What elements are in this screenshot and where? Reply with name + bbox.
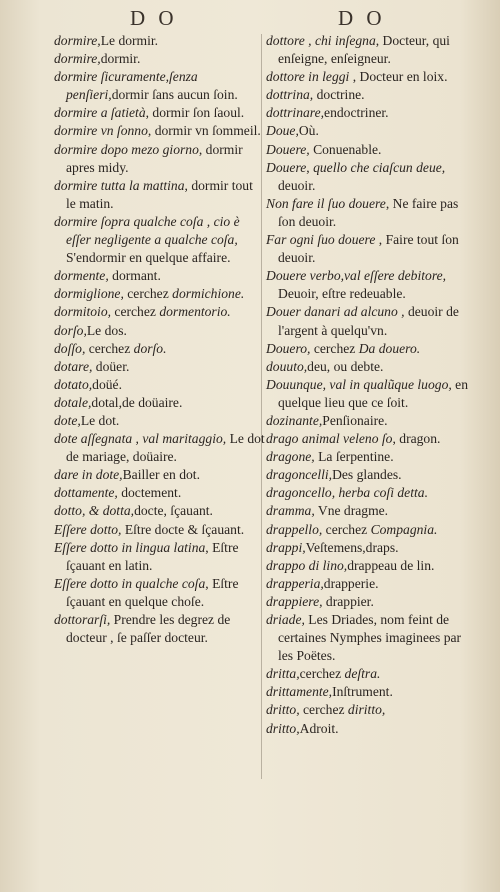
entry-gloss: Inſtrument. bbox=[332, 684, 393, 700]
entry-headword: drappi, bbox=[266, 539, 306, 555]
dictionary-entry bbox=[266, 665, 476, 683]
dictionary-entry bbox=[266, 267, 476, 303]
entry-gloss: Le dos. bbox=[86, 322, 127, 338]
entry-gloss: Conuenable. bbox=[309, 141, 382, 157]
entry-gloss: dormir. bbox=[100, 51, 141, 67]
entry-headword: drago animal veleno ſo bbox=[266, 431, 393, 447]
entry-headword: dormire ſicuramente,ſenza penſieri, bbox=[54, 69, 198, 103]
entry-gloss: Vne dragme. bbox=[314, 503, 389, 519]
entry-gloss: Veſtemens,draps. bbox=[305, 539, 399, 555]
dictionary-entry bbox=[266, 122, 476, 140]
entry-gloss: doüer. bbox=[92, 358, 130, 374]
entry-gloss: cerchez bbox=[85, 340, 134, 356]
dictionary-entry bbox=[266, 593, 476, 611]
entry-gloss: , dragon. bbox=[392, 431, 441, 447]
entry-headword: Eſſere dotto in lingua latina bbox=[54, 539, 206, 555]
entry-headword: dormitoio, bbox=[54, 304, 112, 320]
entry-headword: dozinante, bbox=[266, 412, 323, 428]
entry-headword: Eſſere dotto in qualche coſa bbox=[54, 575, 206, 591]
entry-gloss: cerchez bbox=[310, 340, 359, 356]
dictionary-entry bbox=[266, 231, 476, 267]
entry-cross-reference: deſtra. bbox=[344, 666, 381, 682]
entry-headword: Douere, bbox=[266, 141, 310, 157]
entry-gloss: , Docteur en loix. bbox=[349, 69, 448, 85]
entry-headword: driade, bbox=[266, 612, 305, 627]
entry-gloss: deuoir. bbox=[278, 177, 316, 193]
entry-gloss: cerchez bbox=[299, 702, 348, 718]
dictionary-entry bbox=[54, 141, 266, 177]
dictionary-entry bbox=[54, 575, 266, 611]
dictionary-entry bbox=[54, 322, 266, 340]
entry-headword: dottore in leggi bbox=[266, 69, 350, 85]
entry-gloss: Bailler en dot. bbox=[122, 467, 200, 483]
dictionary-entry bbox=[266, 484, 476, 502]
entry-gloss: , dormir ſon ſaoul. bbox=[145, 105, 245, 121]
dictionary-entry bbox=[266, 575, 476, 593]
entry-gloss: Deuoir, eſtre redeuable. bbox=[278, 286, 406, 302]
entry-gloss: , Ne faire pas ſon deuoir. bbox=[278, 195, 459, 229]
dictionary-entry bbox=[54, 267, 266, 285]
dictionary-entry bbox=[54, 340, 266, 358]
entry-gloss: drapperie. bbox=[323, 575, 379, 591]
entry-headword: Douer danari ad alcuno , bbox=[266, 304, 405, 320]
entry-cross-reference: quello che ciaſcun deue, bbox=[313, 159, 446, 175]
entry-headword: dormire ſopra qualche coſa , cio è eſſer negligente a qualche coſa, bbox=[54, 213, 240, 248]
dictionary-entry bbox=[54, 611, 266, 647]
entry-gloss: doctement. bbox=[117, 485, 182, 501]
dictionary-entry bbox=[266, 701, 476, 719]
entry-gloss: dormir ſans aucun ſoin. bbox=[111, 87, 238, 103]
entry-gloss: dotal,de doüaire. bbox=[91, 394, 183, 410]
right-column bbox=[266, 32, 476, 738]
entry-gloss: La ſerpentine. bbox=[314, 449, 394, 465]
entry-headword: dritto, bbox=[266, 720, 300, 736]
dictionary-entry bbox=[266, 683, 476, 701]
entry-gloss: Penſionaire. bbox=[322, 412, 388, 428]
dictionary-entry bbox=[266, 720, 476, 738]
entry-headword: dramma, bbox=[266, 503, 315, 519]
entry-gloss: doctrine. bbox=[313, 87, 365, 103]
entry-headword: dote aſſegnata , val maritaggio, bbox=[54, 431, 227, 447]
dictionary-entry bbox=[266, 340, 476, 358]
entry-headword: Douero, bbox=[266, 340, 311, 356]
entry-headword: dottore , chi inſegna bbox=[266, 33, 376, 48]
entry-gloss: Prendre les degrez de docteur , ſe paſſer docteur. bbox=[66, 612, 231, 646]
entry-headword: dragoncello, herba coſi detta. bbox=[266, 485, 428, 501]
dictionary-entry bbox=[266, 141, 476, 159]
dictionary-entry bbox=[266, 557, 476, 575]
dictionary-entry bbox=[54, 376, 266, 394]
entry-headword: drapperia, bbox=[266, 575, 324, 591]
entry-headword: dritta, bbox=[266, 666, 300, 682]
entry-headword: doſſo, bbox=[54, 340, 86, 356]
entry-gloss: Les Driades, nom feint de certaines Nymphes imaginees par les Poëtes. bbox=[278, 612, 462, 664]
dictionary-entry bbox=[266, 303, 476, 339]
entry-gloss: endoctriner. bbox=[324, 105, 389, 121]
entry-gloss: Où. bbox=[298, 123, 319, 139]
entry-headword: dottorarſi, bbox=[54, 612, 111, 627]
entry-headword: dottrinare, bbox=[266, 105, 325, 121]
entry-gloss: drappier. bbox=[322, 593, 374, 609]
entry-gloss: docte, ſçauant. bbox=[134, 503, 213, 519]
dictionary-entry bbox=[54, 285, 266, 303]
entry-headword: dormire, bbox=[54, 33, 101, 48]
dictionary-entry bbox=[54, 484, 266, 502]
entry-headword: Far ogni ſuo douere bbox=[266, 232, 376, 248]
dictionary-entry bbox=[54, 394, 266, 412]
entry-cross-reference: dorſo. bbox=[133, 340, 167, 356]
entry-headword: Non fare il ſuo douere bbox=[266, 195, 386, 211]
entry-headword: Douere verbo,val eſſere debitore, bbox=[266, 268, 447, 284]
dictionary-entry bbox=[54, 104, 266, 122]
entry-headword: douuto, bbox=[266, 358, 308, 374]
entry-headword: dormente, bbox=[54, 268, 109, 284]
entry-headword: dotale, bbox=[54, 394, 92, 410]
dictionary-entry bbox=[54, 303, 266, 321]
entry-headword: dotato, bbox=[54, 376, 93, 392]
dictionary-entry bbox=[54, 430, 266, 466]
dictionary-entry bbox=[54, 502, 266, 520]
entry-gloss: S'endormir en quelque affaire. bbox=[66, 250, 231, 266]
entry-gloss: Le dot de mariage, doüaire. bbox=[66, 431, 265, 465]
entry-headword: dormire vn ſonno bbox=[54, 123, 148, 139]
dictionary-entry bbox=[266, 611, 476, 665]
dictionary-entry bbox=[54, 177, 266, 213]
dictionary-entry bbox=[266, 430, 476, 448]
entry-headword: dormire, bbox=[54, 51, 101, 67]
running-header bbox=[0, 6, 500, 32]
entry-gloss: , dormir apres midy. bbox=[66, 141, 243, 175]
entry-gloss: Le dot. bbox=[80, 412, 120, 428]
entry-headword: Douunque, val in qualũque luogo, bbox=[266, 376, 452, 392]
header-right: D O bbox=[338, 6, 386, 30]
entry-headword: Doue, bbox=[266, 123, 299, 139]
entry-gloss: cerchez bbox=[322, 521, 371, 537]
dictionary-entry bbox=[54, 50, 266, 68]
entry-headword: dormiglione, bbox=[54, 286, 124, 302]
entry-headword: dormire dopo mezo giorno bbox=[54, 141, 199, 157]
entry-headword: Eſſere dotto, bbox=[54, 521, 122, 537]
dictionary-entry bbox=[54, 32, 266, 50]
entry-gloss: deuoir de l'argent à quelqu'vn. bbox=[278, 304, 459, 338]
entry-gloss: cerchez bbox=[299, 666, 345, 682]
dictionary-entry bbox=[266, 539, 476, 557]
dictionary-entry bbox=[54, 358, 266, 376]
dictionary-entry bbox=[266, 32, 476, 68]
entry-headword: drappo di lino, bbox=[266, 557, 348, 573]
entry-gloss: dormant. bbox=[108, 268, 161, 284]
entry-headword: dotto, & dotta, bbox=[54, 503, 135, 519]
entry-gloss: cerchez bbox=[111, 304, 160, 320]
entry-gloss: Adroit. bbox=[299, 720, 339, 736]
entry-gloss: , Docteur, qui enſeigne, enſeigneur. bbox=[278, 33, 450, 67]
header-left: D O bbox=[130, 6, 178, 30]
entry-headword: drappello, bbox=[266, 521, 323, 537]
entry-gloss: , Faire tout ſon deuoir. bbox=[278, 232, 459, 266]
entry-headword: dormire a ſatietà bbox=[54, 105, 146, 121]
dictionary-entry bbox=[266, 68, 476, 86]
entry-gloss: , dormir vn ſommeil. bbox=[147, 123, 261, 139]
dictionary-entry bbox=[54, 213, 266, 267]
entry-gloss: , Eſtre ſçauant en quelque choſe. bbox=[66, 575, 239, 609]
dictionary-entry bbox=[266, 159, 476, 195]
entry-headword: dote, bbox=[54, 412, 81, 428]
entry-headword: drittamente, bbox=[266, 684, 333, 700]
dictionary-entry bbox=[54, 539, 266, 575]
entry-headword: dotare, bbox=[54, 358, 93, 374]
dictionary-entry bbox=[54, 122, 266, 140]
entry-cross-reference: Da douero. bbox=[358, 340, 421, 356]
entry-cross-reference: Compagnia. bbox=[370, 521, 438, 537]
entry-gloss: , Eſtre ſçauant en latin. bbox=[66, 539, 239, 573]
dictionary-entry bbox=[54, 68, 266, 104]
entry-headword: dottamente, bbox=[54, 485, 118, 501]
entry-headword: dorſo, bbox=[54, 322, 87, 338]
entry-headword: dormire tutta la mattina bbox=[54, 177, 185, 193]
dictionary-entry bbox=[266, 448, 476, 466]
entry-headword: Douere bbox=[266, 159, 307, 175]
dictionary-entry bbox=[266, 466, 476, 484]
dictionary-entry bbox=[54, 412, 266, 430]
dictionary-entry bbox=[266, 358, 476, 376]
entry-gloss: deu, ou debte. bbox=[307, 358, 384, 374]
dictionary-entry bbox=[266, 86, 476, 104]
dictionary-entry bbox=[266, 376, 476, 412]
dictionary-entry bbox=[54, 466, 266, 484]
entry-cross-reference: diritto, bbox=[347, 702, 386, 718]
entry-cross-reference: dormichione. bbox=[172, 286, 245, 302]
entry-gloss: , bbox=[306, 159, 314, 175]
dictionary-entry bbox=[266, 412, 476, 430]
left-column bbox=[54, 32, 266, 647]
entry-gloss: Eſtre docte & ſçauant. bbox=[121, 521, 245, 537]
entry-gloss: Des glandes. bbox=[332, 467, 402, 483]
entry-headword: dragone, bbox=[266, 449, 315, 465]
dictionary-entry bbox=[266, 521, 476, 539]
entry-headword: drappiere, bbox=[266, 593, 323, 609]
entry-headword: dragoncelli, bbox=[266, 467, 333, 483]
dictionary-entry bbox=[266, 104, 476, 122]
entry-gloss: Le dormir. bbox=[100, 33, 159, 48]
entry-headword: dottrina, bbox=[266, 87, 314, 103]
entry-gloss: , dormir tout le matin. bbox=[66, 177, 253, 211]
dictionary-entry bbox=[54, 521, 266, 539]
entry-gloss: drappeau de lin. bbox=[347, 557, 435, 573]
entry-cross-reference: dormentorio. bbox=[159, 304, 231, 320]
entry-headword: dare in dote, bbox=[54, 467, 123, 483]
dictionary-entry bbox=[266, 502, 476, 520]
entry-headword: dritto, bbox=[266, 702, 300, 718]
entry-gloss: cerchez bbox=[123, 286, 173, 302]
entry-gloss: doüé. bbox=[92, 376, 122, 392]
entry-gloss: en quelque lieu que ce ſoit. bbox=[278, 376, 468, 410]
dictionary-entry bbox=[266, 195, 476, 231]
